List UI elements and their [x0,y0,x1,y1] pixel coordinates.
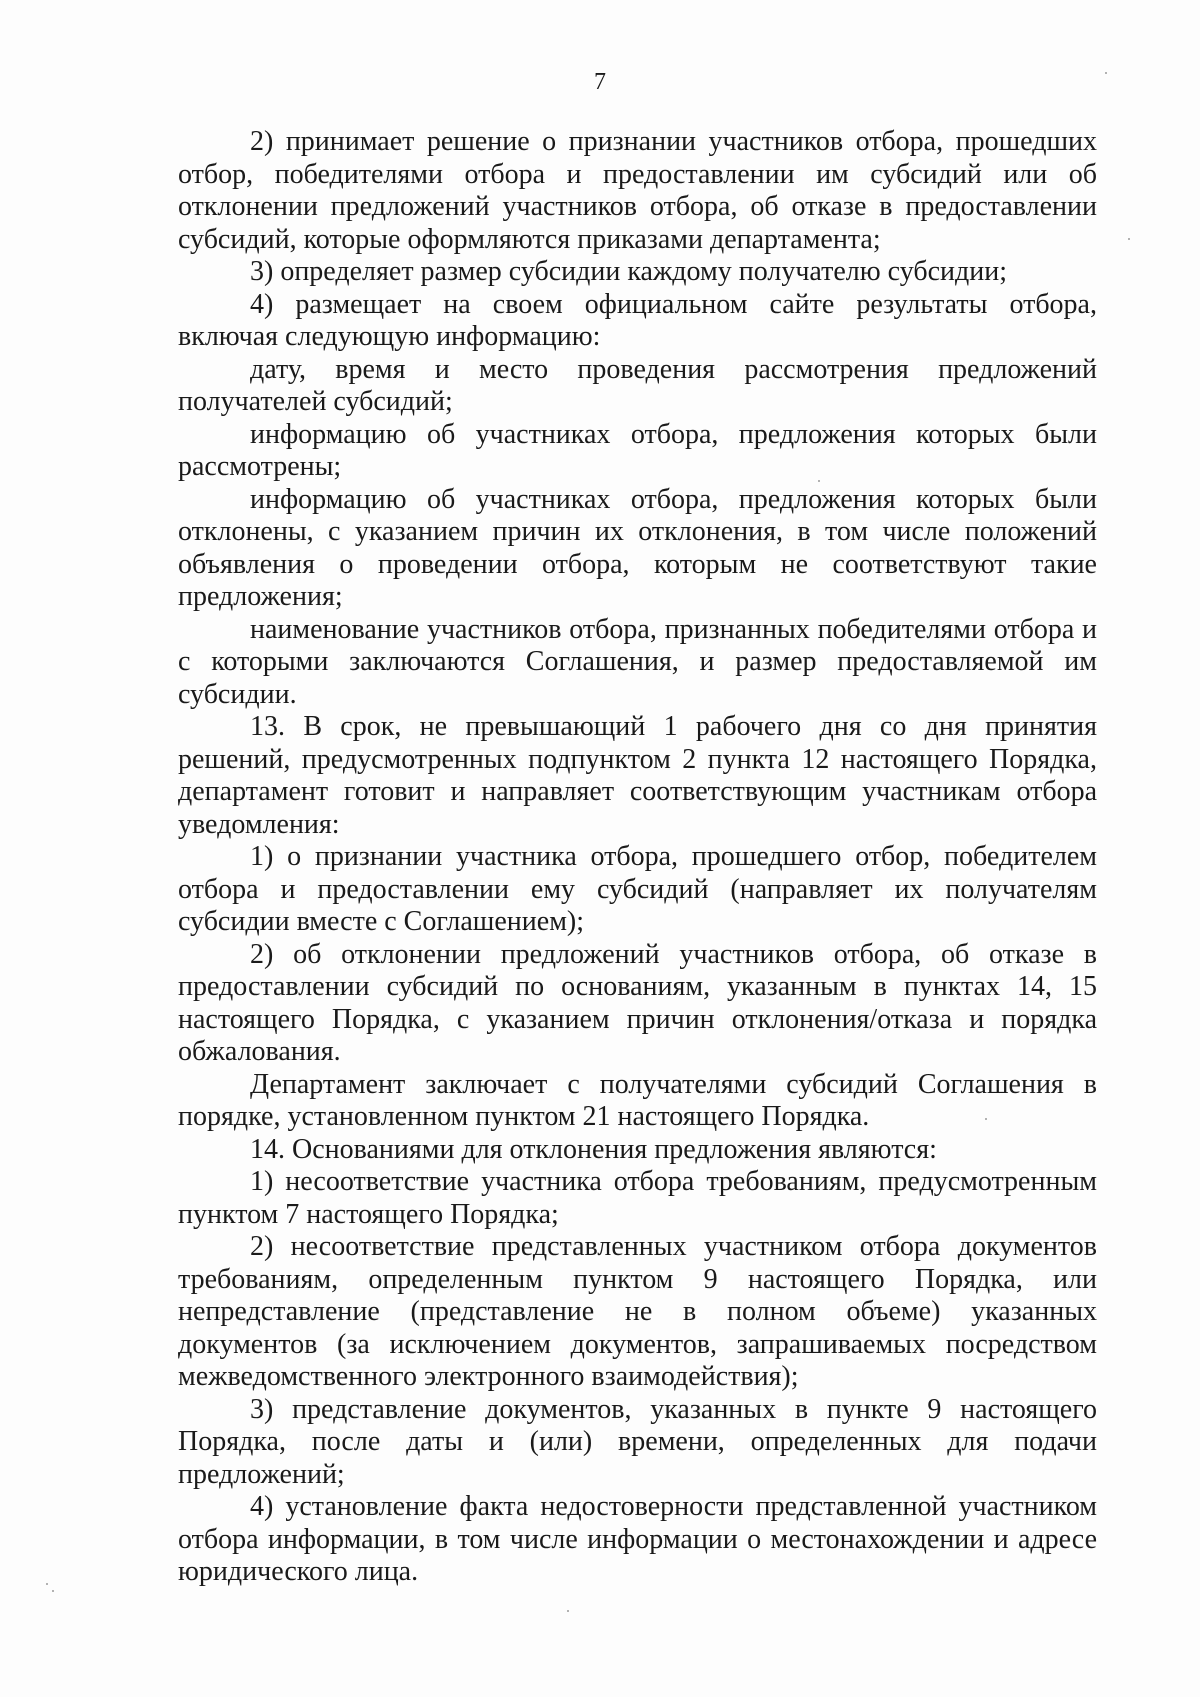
scan-speck [567,1610,569,1612]
paragraph-date-time-place: дату, время и место проведения рассмотрения предложений получателей субсидий; [178,353,1097,417]
paragraph-clause-13-item-2: 2) об отклонении предложений участников отбора, об отказе в предоставлении субсидий по основаниям, указанным в пунктах 14, 15 настоящего Порядка, с указанием причин отклонения/отказа и порядка обжалования. [178,938,1097,1067]
scan-speck [1128,238,1130,240]
paragraph-agreement: Департамент заключает с получателями субсидий Соглашения в порядке, установленном пунктом 21 настоящего Порядка. [178,1068,1097,1132]
paragraph-clause-14: 14. Основаниями для отклонения предложения являются: [250,1133,937,1165]
paragraph-clause-14-item-2: 2) несоответствие представленных участником отбора документов требованиям, определенным пунктом 9 настоящего Порядка, или непредставление (представление не в полном объеме) указанных документов (за исключением документов, запрашиваемых посредством межведомственного электронного взаимодействия); [178,1231,1097,1392]
paragraph-considered-participants: информацию об участниках отбора, предложения которых были рассмотрены; [178,418,1097,482]
scan-speck [985,1118,987,1120]
paragraph-item-3: 3) определяет размер субсидии каждому получателю субсидии; [250,256,1008,287]
paragraph-rejected-participants: информацию об участниках отбора, предложения которых были отклонены, с указанием причин их отклонения, в том числе положений объявления о проведении отбора, которым не соответствуют такие предложения; [178,483,1097,612]
paragraph-winners: наименование участников отбора, признанных победителями отбора и с которыми заключаются Соглашения, и размер предоставляемой им субсидии. [178,613,1097,710]
scan-speck [1105,72,1107,74]
paragraph-item-2: 2) принимает решение о признании участников отбора, прошедших отбор, победителями отбора и предоставлении им субсидий или об отклонении предложений участников отбора, об отказе в предоставлении субсидий, которые оформляются приказами департамента; [178,126,1097,255]
document-body [178,126,1097,1589]
scan-speck [52,1590,54,1592]
page-number: 7 [594,69,606,95]
paragraph-clause-14-item-1: 1) несоответствие участника отбора требованиям, предусмотренным пунктом 7 настоящего Порядка; [178,1166,1097,1230]
paragraph-clause-13: 13. В срок, не превышающий 1 рабочего дня со дня принятия решений, предусмотренных подпунктом 2 пункта 12 настоящего Порядка, департамент готовит и направляет соответствующим участникам отбора уведомления: [178,711,1097,840]
scan-speck [818,480,820,482]
paragraph-clause-14-item-3: 3) представление документов, указанных в пункте 9 настоящего Порядка, после даты и (или) времени, определенных для подачи предложений; [178,1393,1097,1490]
scan-speck [46,1583,48,1585]
paragraph-clause-13-item-1: 1) о признании участника отбора, прошедшего отбор, победителем отбора и предоставлении ему субсидий (направляет их получателям субсидии вместе с Соглашением); [178,841,1097,937]
paragraph-clause-14-item-4: 4) установление факта недостоверности представленной участником отбора информации, в том числе информации о местонахождении и адресе юридического лица. [178,1491,1097,1587]
paragraph-item-4: 4) размещает на своем официальном сайте результаты отбора, включая следующую информацию: [178,288,1097,352]
